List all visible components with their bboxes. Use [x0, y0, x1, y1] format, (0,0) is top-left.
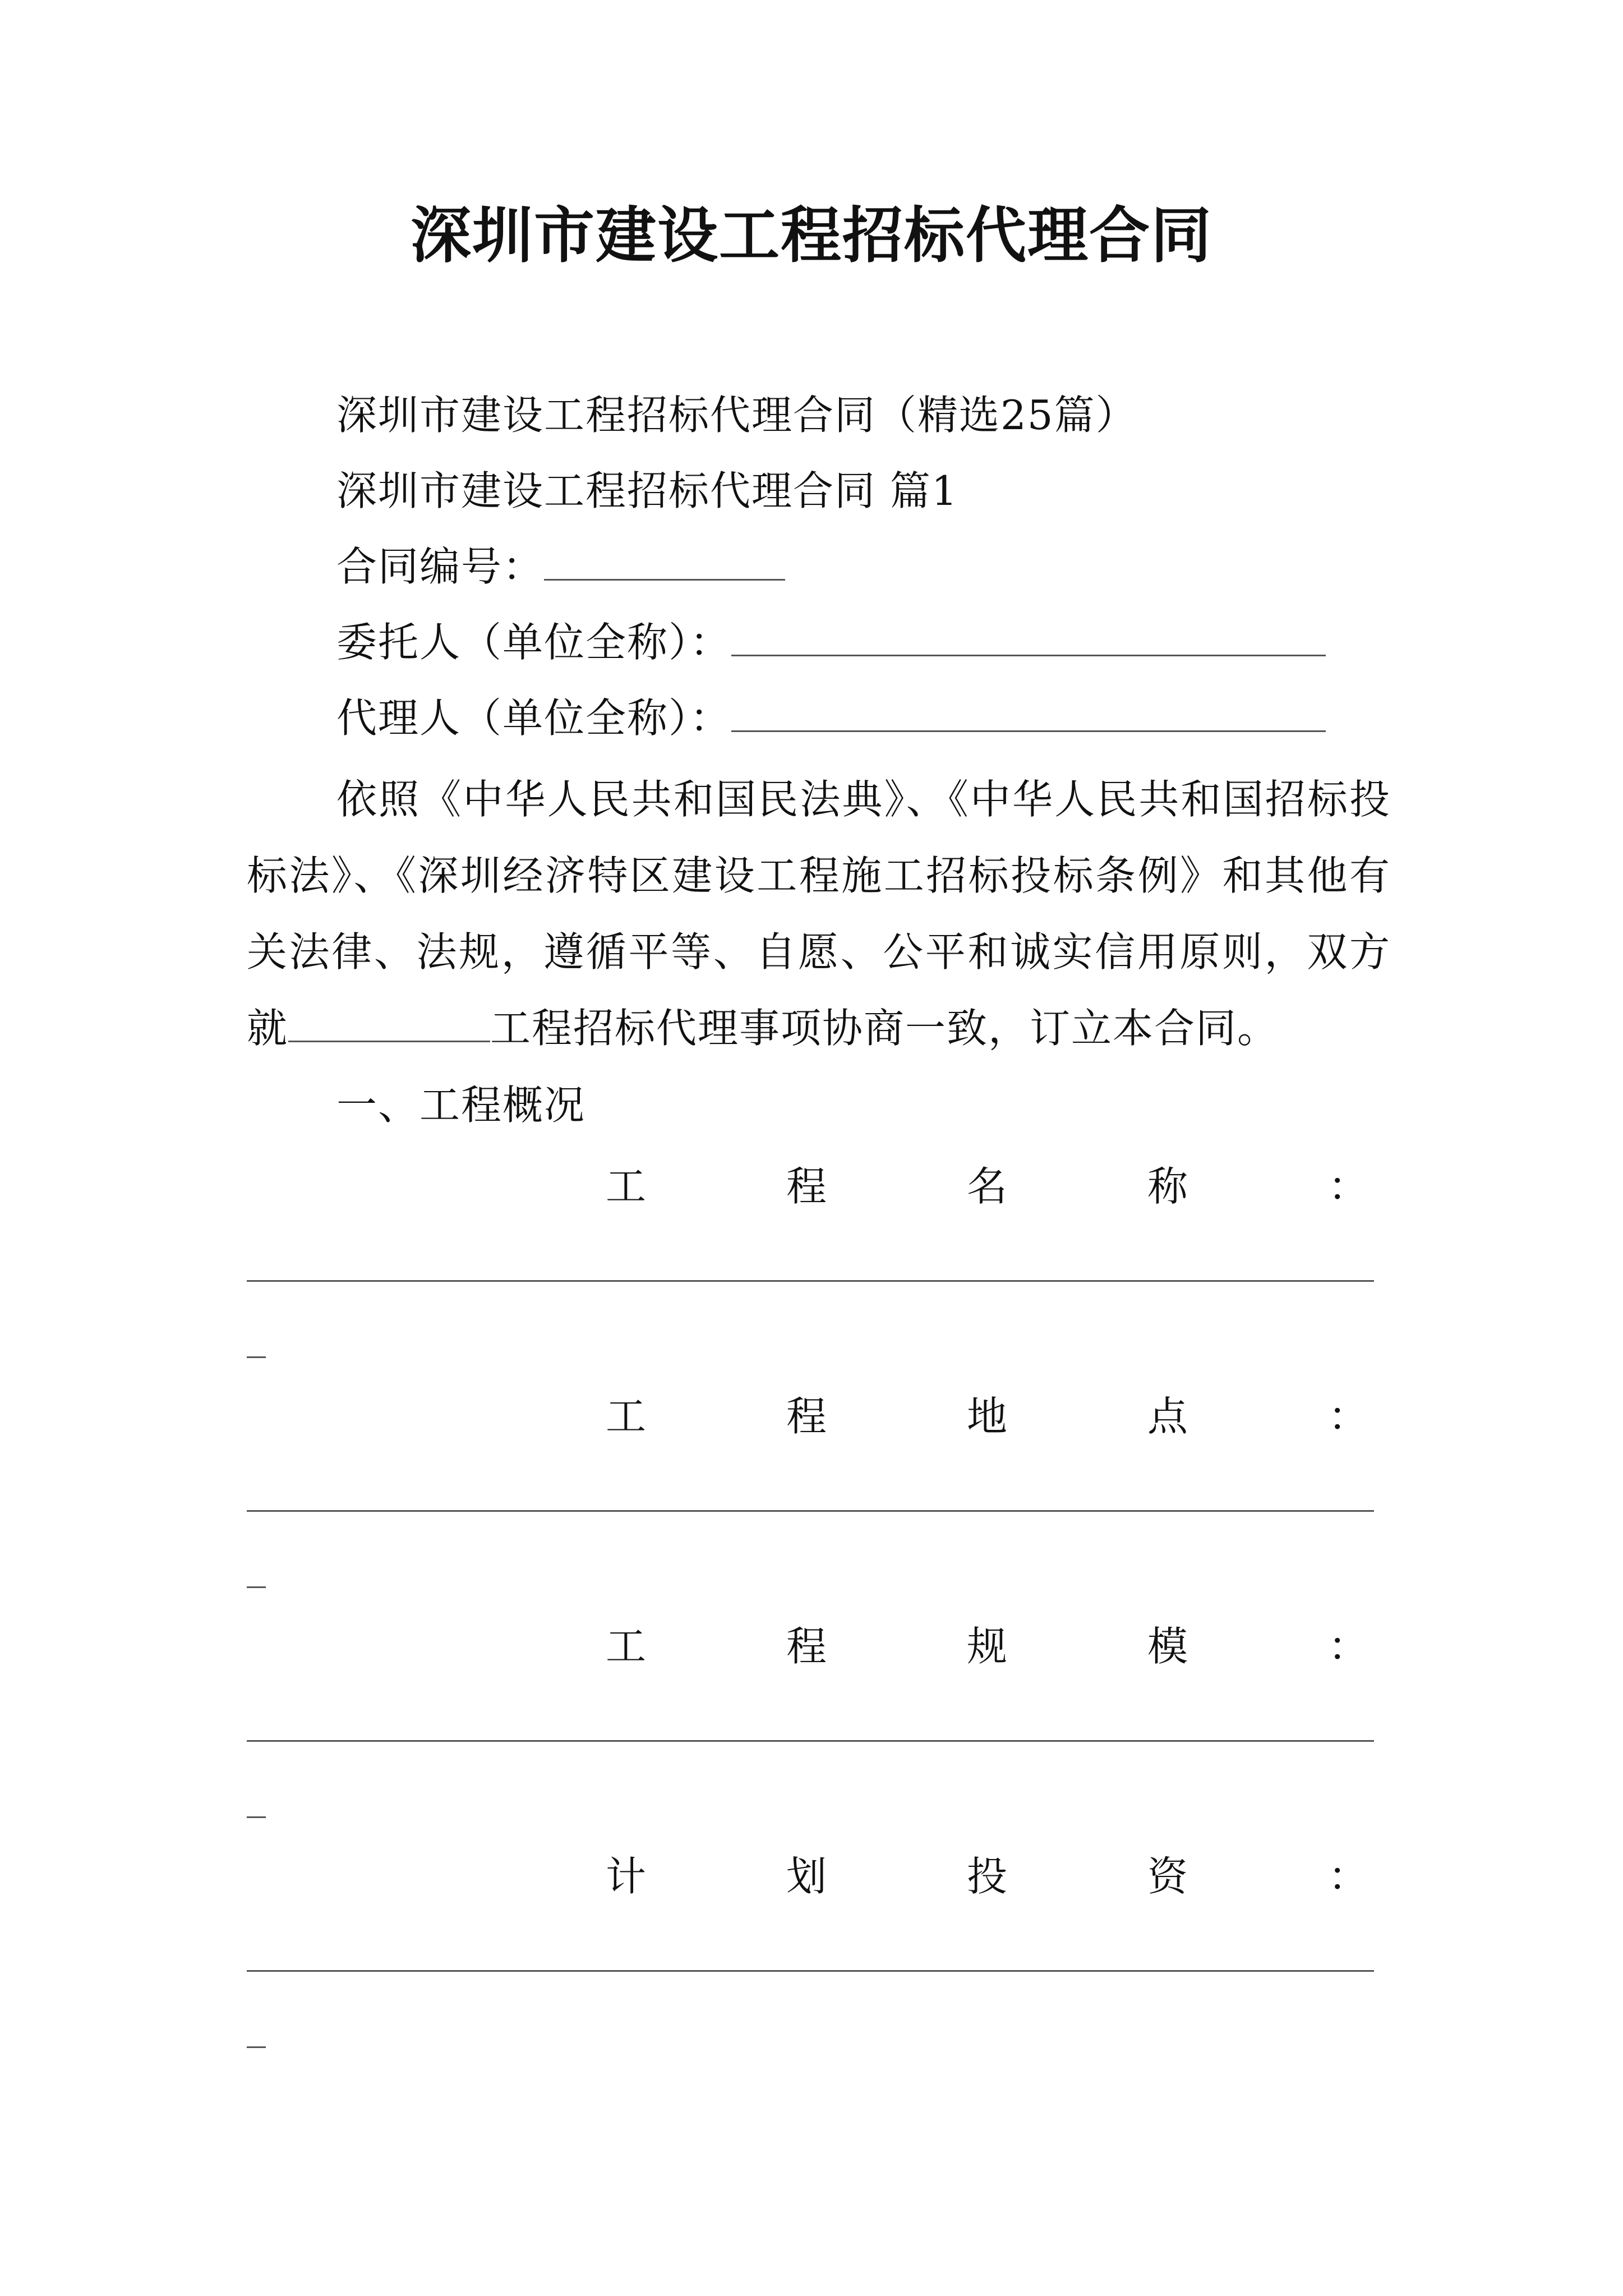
- field-char: 划: [786, 1853, 827, 1900]
- project-location-blank-stub: [247, 1586, 266, 1588]
- field-char: 投: [966, 1853, 1007, 1900]
- part-heading: 深圳市建设工程招标代理合同 篇1: [336, 467, 958, 514]
- principal-row: [336, 617, 1326, 668]
- field-char: 名: [966, 1163, 1007, 1210]
- field-project-location: [606, 1391, 1368, 1442]
- project-name-blank-stub: [247, 1356, 266, 1358]
- field-char: 点: [1147, 1393, 1188, 1440]
- intro-paragraph: [247, 761, 1391, 1066]
- project-name-blank-line[interactable]: [247, 1280, 1374, 1282]
- field-colon: ：: [1327, 1853, 1368, 1900]
- field-project-name: [606, 1161, 1368, 1212]
- field-char: 计: [606, 1853, 647, 1900]
- planned-investment-blank-stub: [247, 2046, 266, 2048]
- contract-number-row: [336, 541, 785, 592]
- field-char: 工: [606, 1623, 647, 1670]
- project-scale-blank-line[interactable]: [247, 1740, 1374, 1742]
- field-char: 程: [786, 1163, 827, 1210]
- agent-label: 代理人（单位全称）：: [336, 694, 732, 742]
- field-colon: ：: [1327, 1163, 1368, 1210]
- principal-blank[interactable]: [731, 618, 1326, 656]
- field-colon: ：: [1327, 1623, 1368, 1670]
- field-char: 模: [1147, 1623, 1188, 1670]
- field-char: 工: [606, 1163, 647, 1210]
- project-name-blank[interactable]: [288, 1007, 490, 1042]
- intro-text-2: 工程招标代理事项协商一致，订立本合同。: [490, 1005, 1279, 1052]
- planned-investment-blank-line[interactable]: [247, 1970, 1374, 1972]
- section1-heading: 一、工程概况: [336, 1082, 586, 1129]
- field-planned-investment: [606, 1851, 1368, 1902]
- field-char: 规: [966, 1623, 1007, 1670]
- agent-row: [336, 693, 1326, 743]
- document-title: 深圳市建设工程招标代理合同: [410, 200, 1212, 271]
- project-location-blank-line[interactable]: [247, 1510, 1374, 1512]
- field-char: 资: [1147, 1853, 1188, 1900]
- agent-blank[interactable]: [731, 693, 1326, 732]
- contract-number-label: 合同编号：: [336, 543, 545, 590]
- field-project-scale: [606, 1621, 1368, 1672]
- intro-text-1: 依照《中华人民共和国民法典》、《中华人民共和国招标投标法》、《深圳经济特区建设工程施工招标投标条例》和其他有关法律、法规，遵循平等、自愿、公平和诚实信用原则，双方就: [247, 776, 1391, 1052]
- field-colon: ：: [1327, 1393, 1368, 1440]
- project-scale-blank-stub: [247, 1816, 266, 1818]
- field-char: 程: [786, 1623, 827, 1670]
- field-char: 地: [966, 1393, 1007, 1440]
- document-subtitle: 深圳市建设工程招标代理合同（精选25篇）: [336, 392, 1137, 439]
- contract-number-blank[interactable]: [544, 542, 785, 581]
- field-char: 程: [786, 1393, 827, 1440]
- field-char: 称: [1147, 1163, 1188, 1210]
- field-char: 工: [606, 1393, 647, 1440]
- principal-label: 委托人（单位全称）：: [336, 619, 732, 666]
